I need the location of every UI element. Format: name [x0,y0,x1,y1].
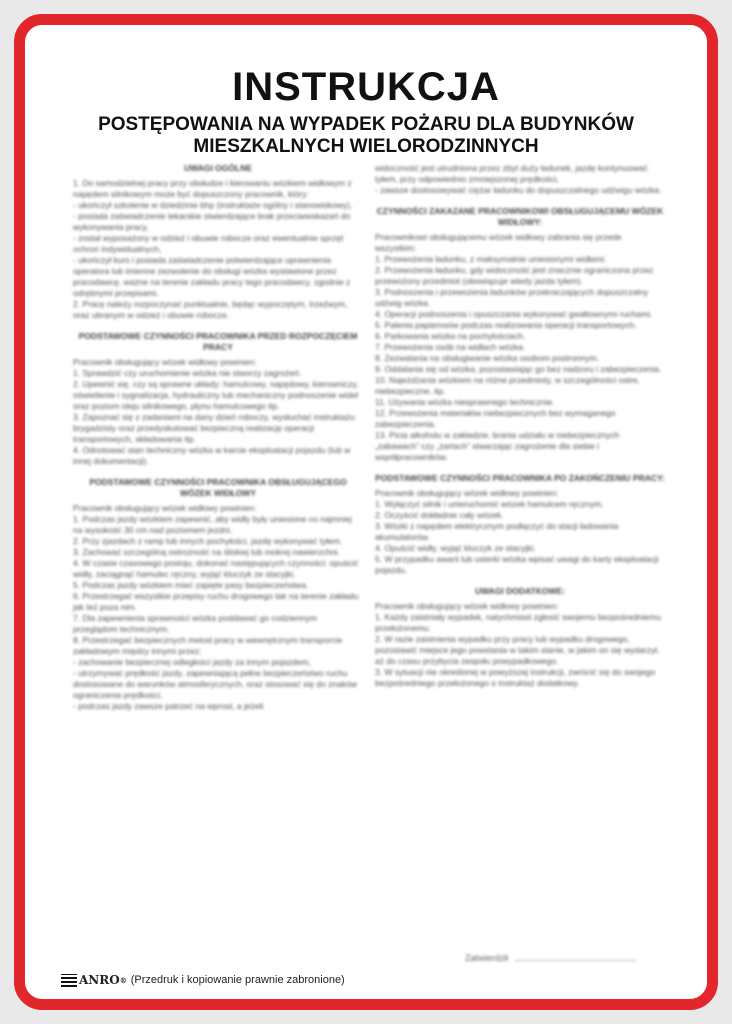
text-line: - podczas jazdy zawsze patrzeć na wprost, a jeżeli [73,701,264,711]
text-line: 13. Picia alkoholu w zakładzie, brania udziału w niebezpiecznych „zabawach” czy „żartach” stwarzając zagrożenie dla siebie i współpracowników. [375,430,620,462]
text-line: 3. W sytuacji nie określonej w powyższej instrukcji, zwrócić się do swojego bezpośredniego przełożonego o instruktaż dodatkowy. [375,667,656,688]
registered-mark: ® [119,975,127,985]
logo-mark-icon [61,974,77,987]
text-line: 3. Zapoznać się z zadaniami na dany dzień roboczy, wysłuchać instruktażu brygadzisty oraz przedyskutować bezpieczną realizację operacji transportowych, składowania itp. [73,412,355,444]
section-heading: PODSTAWOWE CZYNNOŚCI PRACOWNIKA PRZED ROZPOCZĘCIEM PRACY [78,331,358,352]
text-line: 3. Podnoszenia i przewożenia ładunków przekraczających dopuszczalny udźwig wózka. [375,287,649,308]
instruction-sign [14,14,718,1010]
text-line: Pracownik obsługujący wózek widłowy powinien: [73,503,257,513]
text-line: - ukończył kurs i posiada zaświadczenie potwierdzające uprawnienia operatora lub imienne zezwolenie do obsługi wózka wystawione przez pracodawcę, ważne na terenie zakładu pracy tego pracodawcy, zgodnie z odrębnymi przepisami. [73,255,351,298]
text-line: 5. Podczas jazdy wózkiem mieć zapięte pasy bezpieczeństwa. [73,580,309,590]
text-line: 2. Upewnić się, czy są sprawne układy: hamulcowy, napędowy, kierowniczy, oświetlenie i sygnalizacja, hydrauliczny lub mechaniczny podnoszenie wideł oraz poziom oleju silnikowego, płynu hamulcowego itp. [73,379,359,411]
text-line: 1. Do samodzielnej pracy przy obsłudze i kierowaniu wózkiem widłowym z napędem silnikowym może być dopuszczony pracownik, który: [73,178,352,199]
text-line: 4. Operacji podnoszenia i opuszczania wykonywać gwałtownymi ruchami. [375,309,653,319]
text-line: Pracownikowi obsługującemu wózek widłowy zabrania się przede wszystkim: [375,232,622,253]
text-line: 1. Przewożenia ładunku, z maksymalnie uniesionymi widłami. [375,254,607,264]
text-line: 7. Przewożenia osób na widłach wózka. [375,342,526,352]
subtitle-line-2: MIESZKALNYCH WIELORODZINNYCH [193,136,539,157]
section-heading: CZYNNOŚCI ZAKAZANE PRACOWNIKOWI OBSŁUGUJĄCEMU WÓZEK WIDŁOWY: [376,206,664,227]
subtitle-line-1: POSTĘPOWANIA NA WYPADEK POŻARU DLA BUDYNKÓW [98,114,634,135]
right-text-column [375,163,665,689]
text-line: - posiada zaświadczenie lekarskie stwierdzające brak przeciwwskazań do wykonywania pracy, [73,211,351,232]
text-line: Pracownik obsługujący wózek widłowy powinien: [73,357,257,367]
text-line: 2. W razie zaistnienia wypadku przy pracy lub wypadku drogowego, pozostawić miejsce jego powstania w takim stanie, w jakim on się wydarzył, aż do czasu przybycia zespołu powypadkowego. [375,634,660,666]
text-line: 4. Odnotować stan techniczny wózka w karcie eksploatacji pojazdu (lub w innej dokumentacji). [73,445,351,466]
text-line: 12. Przewożenia materiałów niebezpiecznych bez wymaganego zabezpieczenia. [375,408,616,429]
document-title: INSTRUKCJA [232,65,500,109]
approval-field [465,953,636,963]
text-line: 3. Zachować szczególną ostrożność na śliskiej lub mokrej nawierzchni. [73,547,340,557]
text-line: 1. Sprawdzić czy uruchomienie wózka nie stworzy zagrożeń. [73,368,302,378]
text-line: 4. W czasie czasowego postoju, dokonać następujących czynności: opuścić widły, zaciągnąć hamulec ręczny, wyjąć kluczyk ze stacyjki. [73,558,359,579]
text-line: 8. Przestrzegać bezpiecznych metod pracy w wewnętrznym transporcie zakładowym między innymi przez: [73,635,343,656]
section-heading: PODSTAWOWE CZYNNOŚCI PRACOWNIKA PO ZAKOŃCZENIU PRACY: [375,473,665,483]
text-line: 10. Najeżdżania wózkiem na różne przedmioty, w szczególności ostre, niebezpieczne, itp. [375,375,640,396]
approval-label: Zatwierdził [465,953,509,963]
anro-logo [61,973,127,987]
text-line: - zachowanie bezpiecznej odległości jazdy za innym pojazdem, [73,657,311,667]
text-line: Pracownik obsługujący wózek widłowy powinien: [375,488,559,498]
left-text-column [73,163,363,712]
copyright-notice: (Przedruk i kopiowanie prawnie zabronione) [130,974,345,986]
text-line: 5. W przypadku awarii lub usterki wózka wpisać uwagi do karty eksploatacji pojazdu. [375,554,659,575]
text-line: 9. Oddalania się od wózka, pozostawiając go bez nadzoru i zabezpieczenia. [375,364,662,374]
text-line: 2. Pracę należy rozpoczynać punktualnie, będąc wypoczętym, trzeźwym, oraz ubranym w odzież i obuwie robocze. [73,299,348,320]
text-line: widoczność jest utrudniona przez zbyt duży ładunek, jazdę kontynuować tyłem, przy odpowiednio zmniejszonej prędkości, [375,163,648,184]
text-line: - ukończył szkolenie w dziedzinie bhp (instruktaże ogólny i stanowiskowy), [73,200,353,210]
text-line: 6. Przestrzegać wszystkie przepisy ruchu drogowego tak na terenie zakładu jak też poza nim. [73,591,359,612]
text-line: 2. Przy zjazdach z ramp lub innych pochyłości, jazdę wykonywać tyłem. [73,536,343,546]
text-line: - utrzymywać prędkość jazdy, zapewniającą pełne bezpieczeństwo ruchu dostosowane do warunków atmosferycznych, oraz stosować się do znaków ograniczenia prędkości, [73,668,357,700]
text-line: 6. Parkowania wózka na pochyłościach. [375,331,526,341]
text-line: Pracownik obsługujący wózek widłowy powinien: [375,601,559,611]
logo-text: ANRO [79,973,120,987]
text-line: 1. Podczas jazdy wózkiem zapewnić, aby widły były uniesione co najmniej na wysokość 30 cm nad poziomem jezdni. [73,514,352,535]
section-heading: UWAGI OGÓLNE [184,163,252,173]
text-line: 7. Dla zapewnienia sprawności wózka poddawać go codziennym przeglądom technicznym. [73,613,317,634]
text-line: 8. Zezwalania na obsługiwanie wózka osobom postronnym. [375,353,599,363]
section-heading: UWAGI DODATKOWE: [474,586,566,596]
section-heading: PODSTAWOWE CZYNNOŚCI PRACOWNIKA OBSŁUGUJĄCEGO WÓZEK WIDŁOWY [89,477,347,498]
text-line: 1. Każdy zaistniały wypadek, natychmiast zgłosić swojemu bezpośredniemu przełożonemu. [375,612,661,633]
text-line: 2. Przewożenia ładunku, gdy widoczność jest znacznie ograniczona przez przewożony przedmiot (obowiązuje wtedy jazda tyłem). [375,265,654,286]
text-line: 1. Wyłączyć silnik i unieruchomić wózek hamulcem ręcznym. [375,499,604,509]
text-line: 3. Wózki z napędem elektrycznym podłączyć do stacji ładowania akumulatorów. [375,521,619,542]
text-line: 5. Palenia papierosów podczas realizowania operacji transportowych. [375,320,637,330]
signature-line [516,960,636,961]
text-line: 2. Oczyścić dokładnie cały wózek. [375,510,504,520]
text-line: 4. Opuścić widły, wyjąć kluczyk ze stacyjki. [375,543,536,553]
text-line: 11. Używania wózka niesprawnego technicznie. [375,397,555,407]
footer [61,973,345,987]
text-line: - zawsze dostosowywać ciężar ładunku do dopuszczalnego udźwigu wózka. [375,185,662,195]
text-line: - został wyposażony w odzież i obuwie robocze oraz ewentualnie sprzęt ochron indywidualnych, [73,233,344,254]
